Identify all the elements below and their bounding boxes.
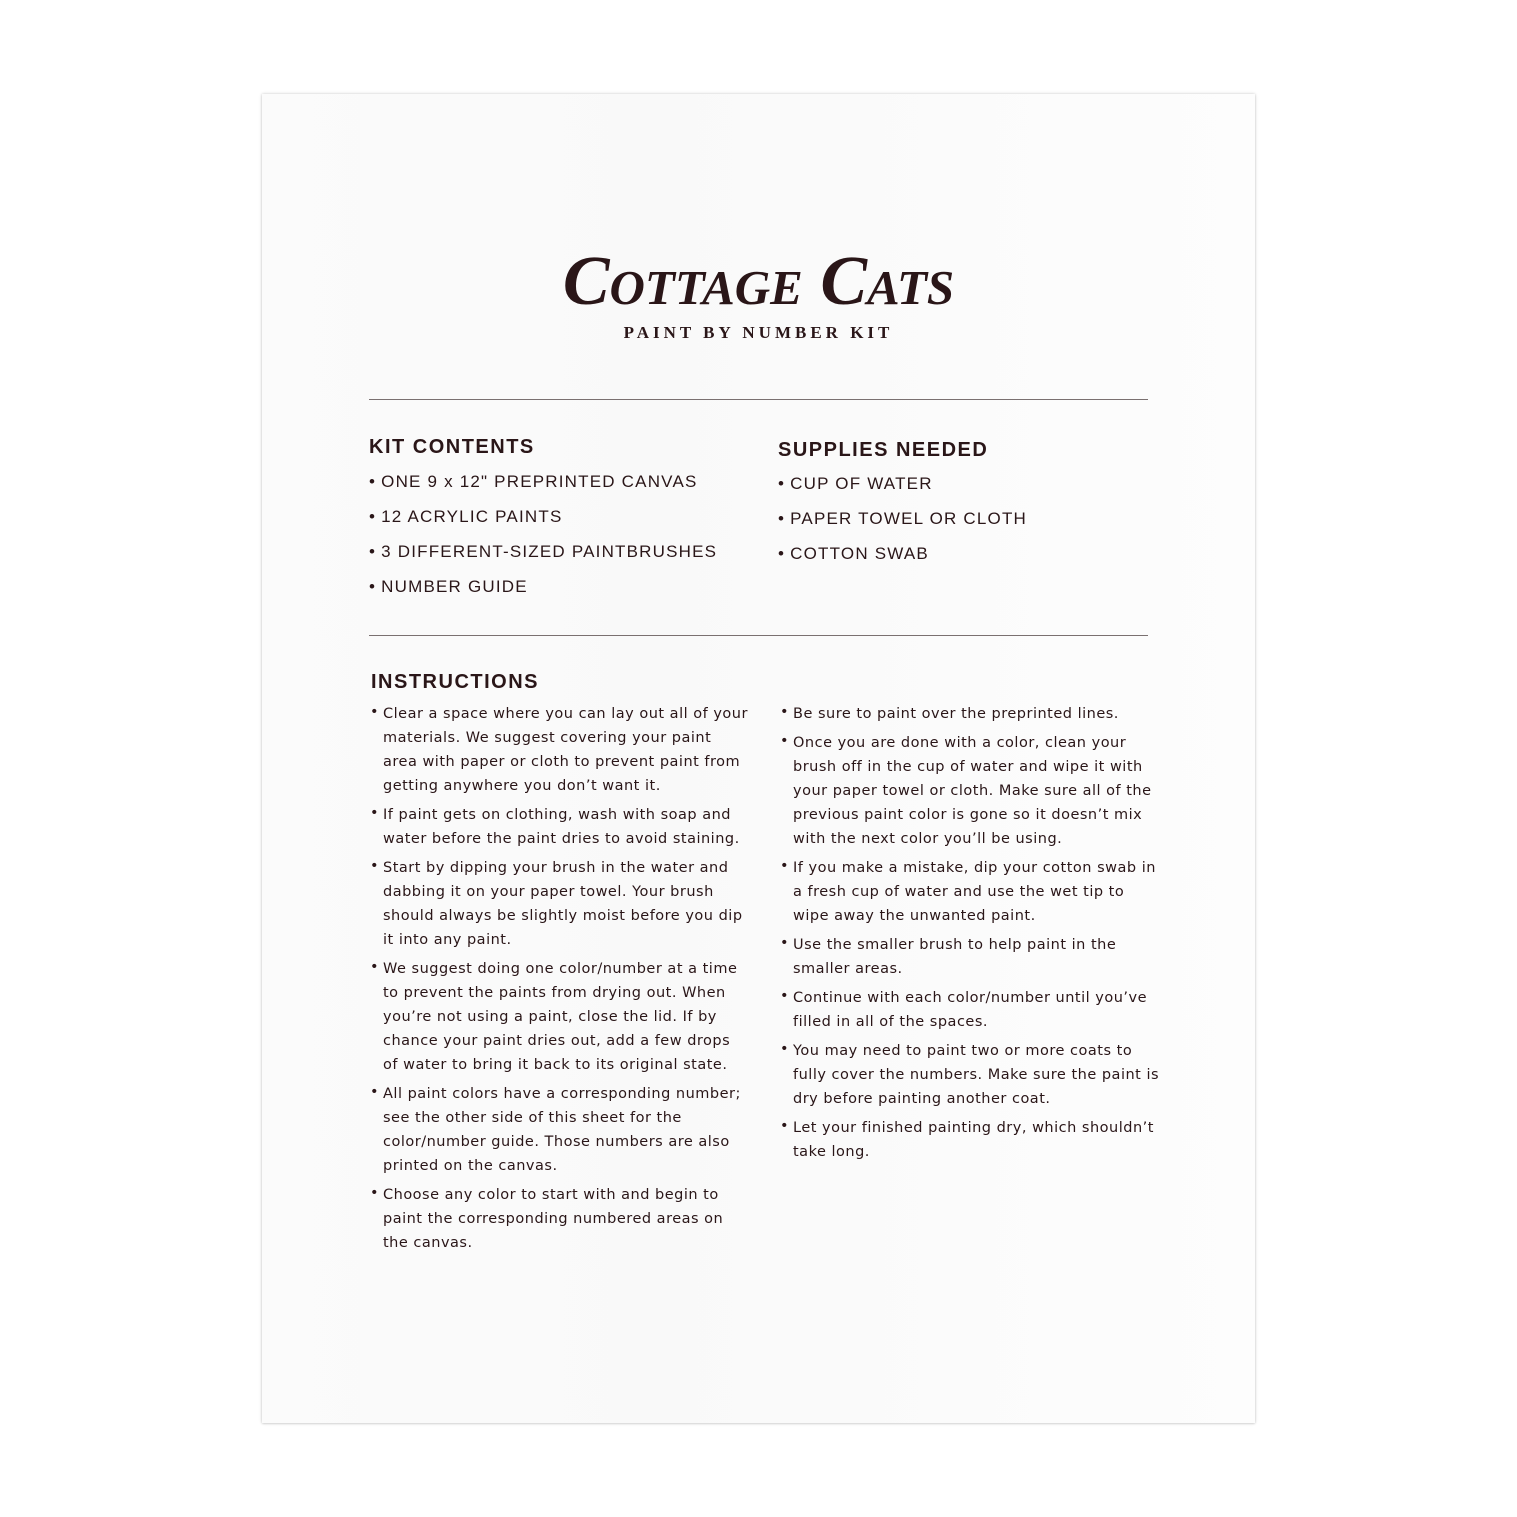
instructions-right-column — [780, 702, 1165, 1169]
divider-middle — [369, 635, 1148, 636]
instruction-step: • Start by dipping your brush in the water and dabbing it on your paper towel. Your brush should always be slightly moist before you dip it into any paint. — [370, 856, 750, 952]
list-item: • PAPER TOWEL OR CLOTH — [778, 508, 1027, 543]
instruction-step: • Be sure to paint over the preprinted lines. — [780, 702, 1165, 726]
instruction-step: • Continue with each color/number until you’ve filled in all of the spaces. — [780, 986, 1165, 1034]
kit-contents-heading: KIT CONTENTS — [369, 436, 535, 458]
instruction-step: • If paint gets on clothing, wash with soap and water before the paint dries to avoid staining. — [370, 803, 750, 851]
kit-contents-list — [369, 471, 717, 611]
supplies-needed-heading: SUPPLIES NEEDED — [778, 439, 989, 461]
divider-top — [369, 399, 1148, 400]
kit-title: Cottage Cats — [562, 243, 955, 320]
kit-subtitle: PAINT BY NUMBER KIT — [623, 323, 894, 342]
list-item: • COTTON SWAB — [778, 543, 1027, 578]
supplies-needed-list — [778, 473, 1027, 578]
instruction-step: • All paint colors have a corresponding number; see the other side of this sheet for the color/number guide. Those numbers are also printed on the canvas. — [370, 1082, 750, 1178]
instructions-left-column — [370, 702, 750, 1260]
instruction-step: • Once you are done with a color, clean your brush off in the cup of water and wipe it with your paper towel or cloth. Make sure all of the previous paint color is gone so it doesn’t mix with the next color you’ll be using. — [780, 731, 1165, 851]
instruction-step: • We suggest doing one color/number at a time to prevent the paints from drying out. When you’re not using a paint, close the lid. If by chance your paint dries out, add a few drops of water to bring it back to its original state. — [370, 957, 750, 1077]
list-item: • ONE 9 x 12" PREPRINTED CANVAS — [369, 471, 717, 506]
instruction-step: • If you make a mistake, dip your cotton swab in a fresh cup of water and use the wet tip to wipe away the unwanted paint. — [780, 856, 1165, 928]
instruction-step: • Choose any color to start with and begin to paint the corresponding numbered areas on the canvas. — [370, 1183, 750, 1255]
instruction-step: • Clear a space where you can lay out all of your materials. We suggest covering your paint area with paper or cloth to prevent paint from getting anywhere you don’t want it. — [370, 702, 750, 798]
instruction-step: • You may need to paint two or more coats to fully cover the numbers. Make sure the paint is dry before painting another coat. — [780, 1039, 1165, 1111]
list-item: • 12 ACRYLIC PAINTS — [369, 506, 717, 541]
list-item: • 3 DIFFERENT-SIZED PAINTBRUSHES — [369, 541, 717, 576]
instruction-step: • Use the smaller brush to help paint in the smaller areas. — [780, 933, 1165, 981]
list-item: • CUP OF WATER — [778, 473, 1027, 508]
list-item: • NUMBER GUIDE — [369, 576, 717, 611]
instructions-heading: INSTRUCTIONS — [371, 671, 539, 693]
instruction-step: • Let your finished painting dry, which shouldn’t take long. — [780, 1116, 1165, 1164]
instruction-sheet — [262, 94, 1255, 1423]
